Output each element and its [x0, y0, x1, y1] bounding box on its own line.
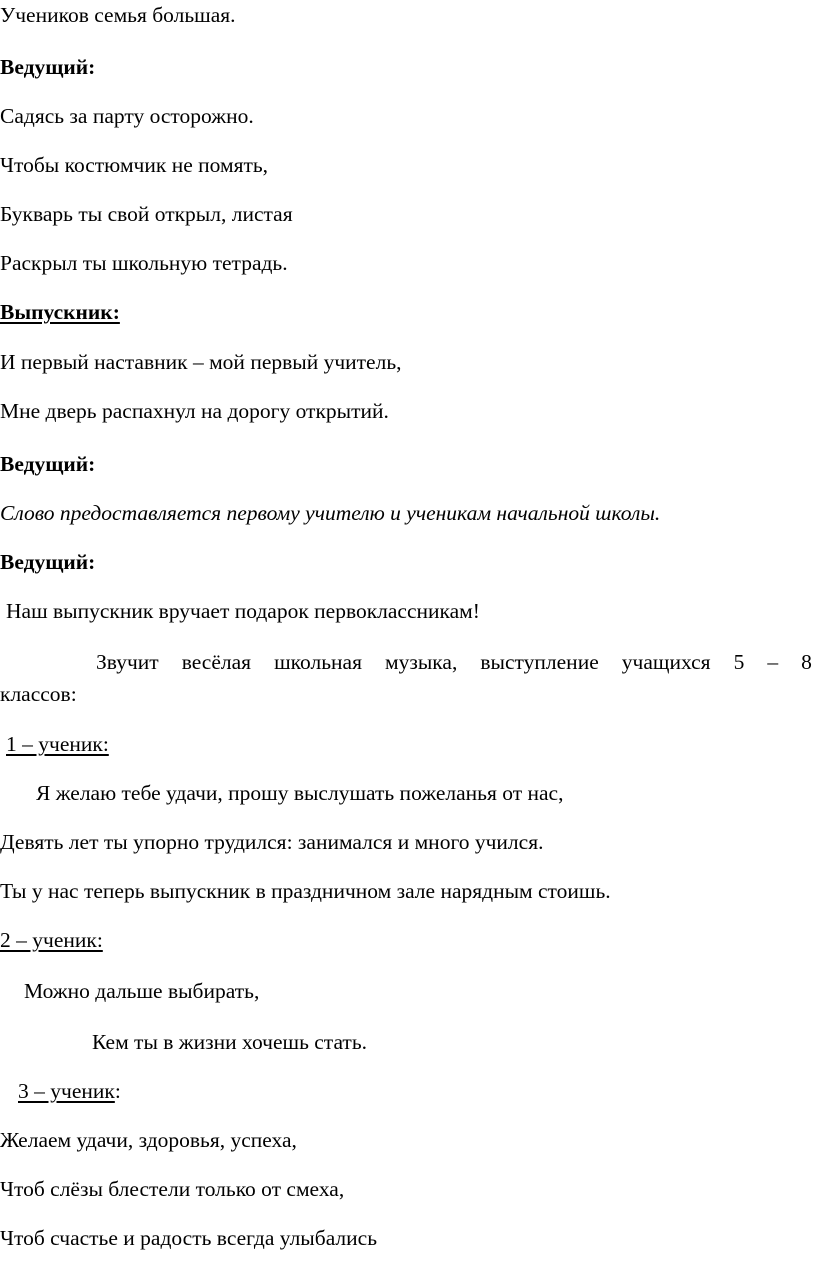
text-line: Садясь за парту осторожно. — [0, 104, 254, 128]
student-label-1: 1 – ученик: — [6, 732, 109, 756]
word: выступление — [480, 650, 599, 674]
text-line: Букварь ты свой открыл, листая — [0, 202, 293, 226]
text-line: Желаем удачи, здоровья, успеха, — [0, 1128, 297, 1152]
text-line: Ты у нас теперь выпускник в праздничном зале нарядным стоишь. — [0, 879, 611, 903]
text-line: Раскрыл ты школьную тетрадь. — [0, 251, 288, 275]
text-line: Чтобы костюмчик не помять, — [0, 153, 269, 177]
stage-direction: Слово предоставляется первому учителю и ученикам начальной школы. — [0, 501, 661, 525]
speaker-label-graduate: Выпускник: — [0, 300, 120, 324]
student-label-2: 2 – ученик: — [0, 928, 103, 952]
word: музыка, — [385, 650, 458, 674]
word: учащихся — [621, 650, 711, 674]
text-line: Чтоб слёзы блестели только от смеха, — [0, 1177, 345, 1201]
text-line: Наш выпускник вручает подарок первоклассникам! — [6, 599, 480, 623]
text-line: Я желаю тебе удачи, прошу выслушать пожеланья от нас, — [36, 781, 564, 805]
text-line: И первый наставник – мой первый учитель, — [0, 350, 402, 374]
text-line: Учеников семья большая. — [0, 3, 236, 27]
student-label-3: 3 – ученик — [18, 1079, 115, 1103]
label-colon: : — [114, 1079, 121, 1103]
speaker-label-host: Ведущий: — [0, 452, 96, 476]
word: – — [767, 650, 779, 674]
text-line: Девять лет ты упорно трудился: занимался и много учился. — [0, 830, 544, 854]
word: школьная — [274, 650, 362, 674]
text-line: Чтоб счастье и радость всегда улыбались — [0, 1226, 378, 1250]
text-line: Мне дверь распахнул на дорогу открытий. — [0, 399, 389, 423]
word: Звучит — [96, 650, 159, 674]
word: 5 — [733, 650, 745, 674]
speaker-label-host: Ведущий: — [0, 550, 96, 574]
word: весёлая — [181, 650, 252, 674]
text-line: Кем ты в жизни хочешь стать. — [92, 1030, 368, 1054]
justified-line — [96, 647, 812, 677]
word: 8 — [801, 650, 812, 674]
text-line: Можно дальше выбирать, — [24, 979, 260, 1003]
text-line: классов: — [0, 682, 77, 706]
speaker-label-host: Ведущий: — [0, 55, 96, 79]
